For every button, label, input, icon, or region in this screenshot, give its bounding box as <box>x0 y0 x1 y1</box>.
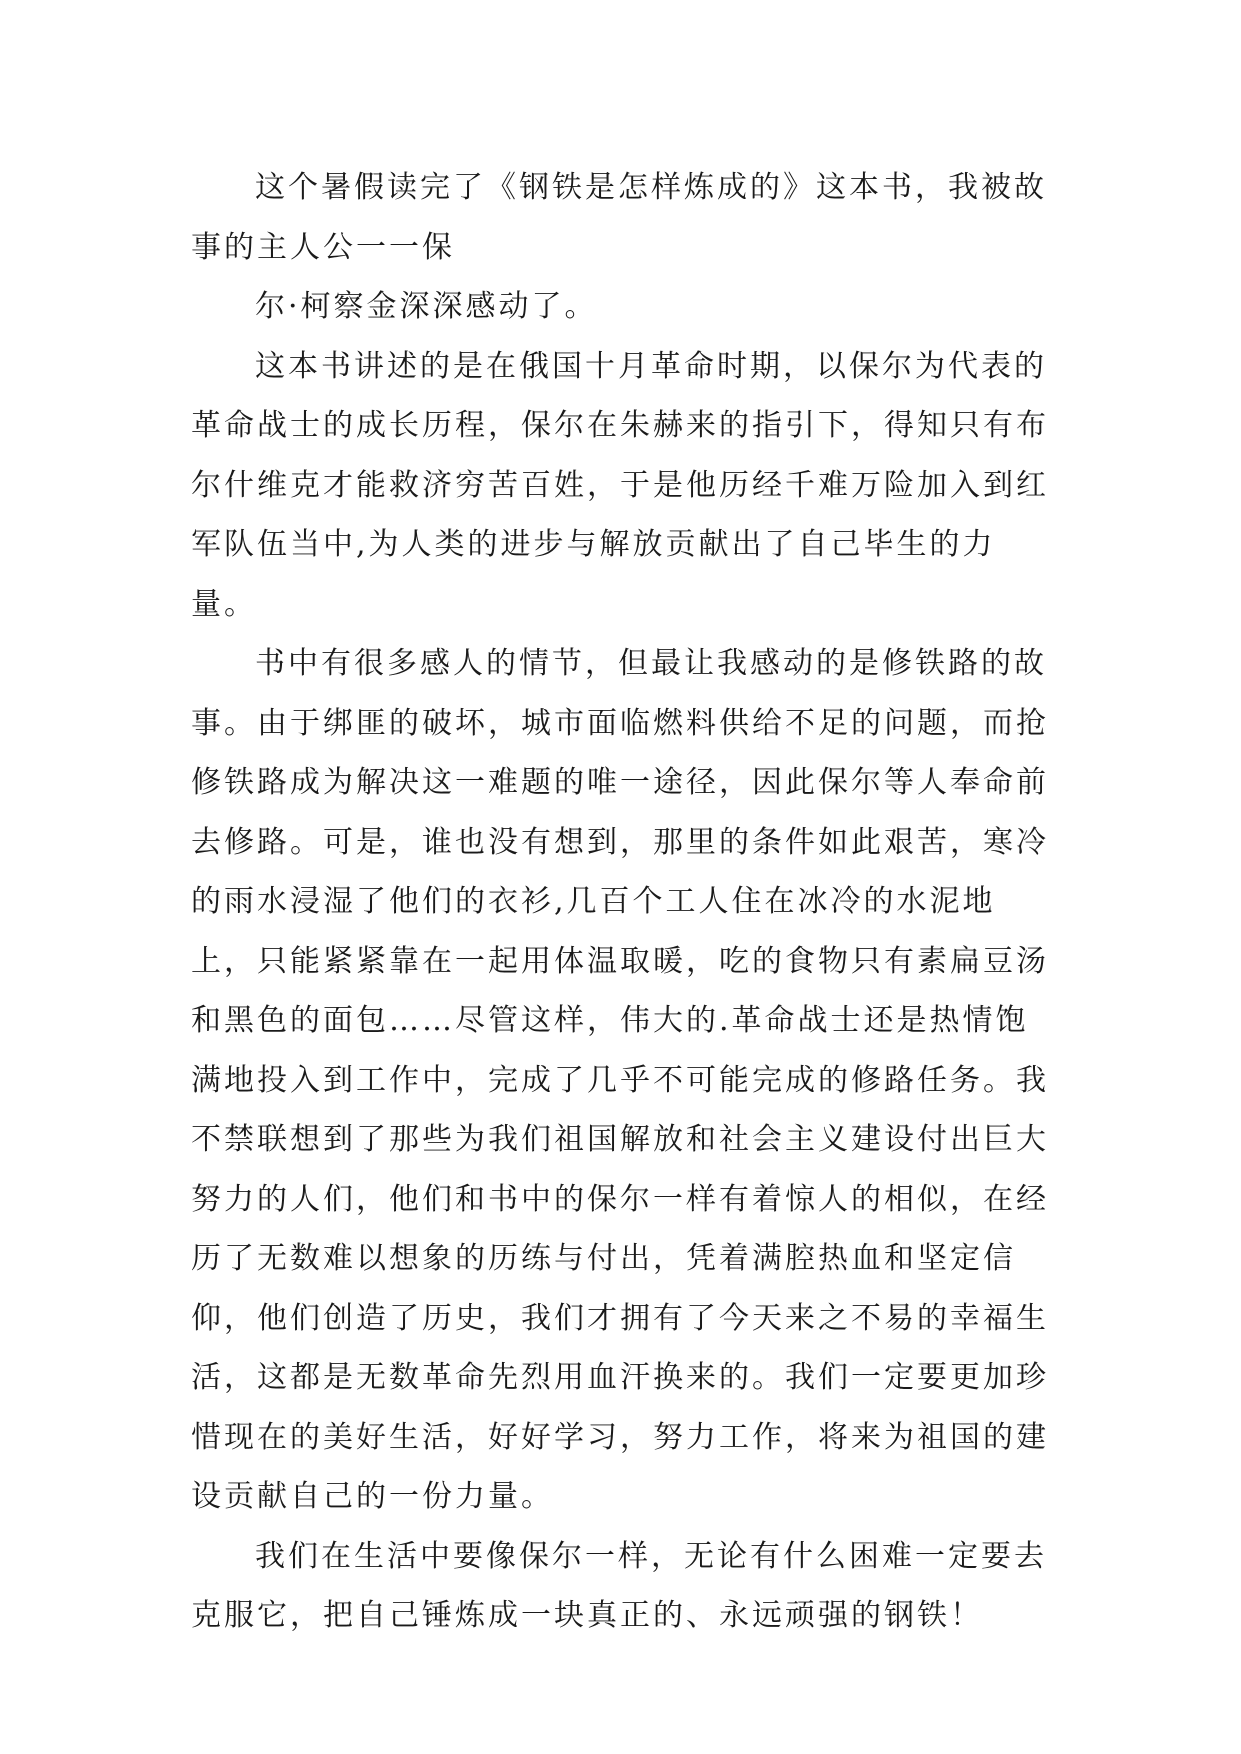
paragraph-3: 这本书讲述的是在俄国十月革命时期，以保尔为代表的革命战士的成长历程，保尔在朱赫来的指引下，得知只有布尔什维克才能救济穷苦百姓，于是他历经千难万险加入到红军队伍当中,为人类的进步与解放贡献出了自己毕生的力量。 <box>191 348 1049 622</box>
paragraph-1: 这个暑假读完了《钢铁是怎样炼成的》这本书，我被故事的主人公一一保 <box>191 170 1047 265</box>
paragraph-4: 书中有很多感人的情节，但最让我感动的是修铁路的故事。由于绑匪的破坏，城市面临燃料供给不足的问题，而抢修铁路成为解决这一难题的唯一途径，因此保尔等人奉命前去修路。可是，谁也没有想到，那里的条件如此艰苦，寒冷的雨水浸湿了他们的衣衫,几百个工人住在冰冷的水泥地上，只能紧紧靠在一起用体温取暖，吃的食物只有素扁豆汤和黑色的面包……尽管这样，伟大的.革命战士还是热情饱满地投入到工作中，完成了几乎不可能完成的修路任务。我不禁联想到了那些为我们祖国解放和社会主义建设付出巨大努力的人们，他们和书中的保尔一样有着惊人的相似，在经历了无数难以想象的历练与付出，凭着满腔热血和坚定信仰，他们创造了历史，我们才拥有了今天来之不易的幸福生活，这都是无数革命先烈用血汗换来的。我们一定要更加珍惜现在的美好生活，好好学习，努力工作，将来为祖国的建设贡献自己的一份力量。 <box>191 646 1049 1514</box>
document-body <box>191 158 1051 1646</box>
paragraph-2: 尔·柯察金深深感动了。 <box>255 289 598 324</box>
paragraph-5: 我们在生活中要像保尔一样，无论有什么困难一定要去克服它，把自己锤炼成一块真正的、永远顽强的钢铁！ <box>191 1538 1047 1633</box>
